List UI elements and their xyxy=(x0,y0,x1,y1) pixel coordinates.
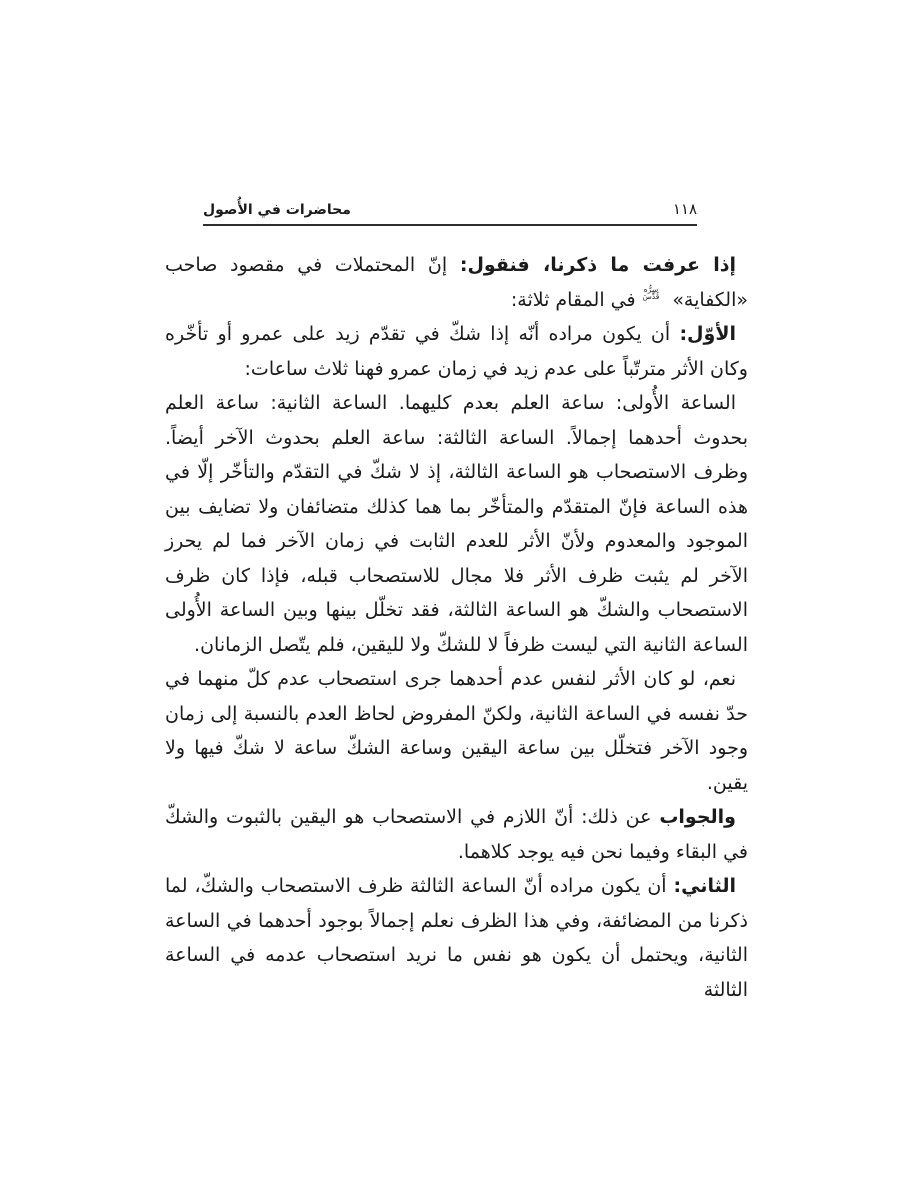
paragraph-lead: الأوّل: xyxy=(679,323,736,345)
book-title: محاضرات في الأُصول xyxy=(203,202,351,218)
paragraph-lead: الثاني: xyxy=(673,875,736,897)
running-head xyxy=(203,196,697,226)
body-text xyxy=(165,248,748,1007)
paragraph-text: الساعة الأُولى: ساعة العلم بعدم كليهما. الساعة الثانية: ساعة العلم بحدوث أحدهما إجمالاً. الساعة الثالثة: ساعة العلم بحدوث الآخر أيضاً. وظرف الاستصحاب هو الساعة الثالثة، إذ لا شكّ في التقدّم والتأخّر إلّا في هذه الساعة فإنّ المتقدّم والمتأخّر بما هما كذلك متضائفان ولا تضايف بين الموجود والمعدوم ولأنّ الأثر للعدم الثابت في زمان الآخر فما لم يحرز الآخر لم يثبت ظرف الأثر فلا مجال للاستصحاب قبله، فإذا كان ظرف الاستصحاب والشكّ هو الساعة الثالثة، فقد تخلّل بينها وبين الساعة الأُولى الساعة الثانية التي ليست ظرفاً لا للشكّ ولا لليقين، فلم يتّصل الزمانان. xyxy=(165,392,748,656)
honorific-quddisa-sirruh-mark: سِرُّه قُدِّسَ xyxy=(642,285,660,301)
paragraph xyxy=(165,248,748,317)
paragraph-text: أن يكون مراده أنّ الساعة الثالثة ظرف الاستصحاب والشكّ، لما ذكرنا من المضائفة، وفي هذا الظرف نعلم إجمالاً بوجود أحدهما في الساعة الثانية، ويحتمل أن يكون هو نفس ما نريد استصحاب عدمه في الساعة الثالثة xyxy=(165,875,748,1001)
paragraph-text: أن يكون مراده أنّه إذا شكّ في تقدّم زيد على عمرو أو تأخّره وكان الأثر مترتّباً على عدم زيد في زمان عمرو فهنا ثلاث ساعات: xyxy=(165,323,748,380)
page-number: ١١٨ xyxy=(672,200,697,218)
paragraph-text: نعم، لو كان الأثر لنفس عدم أحدهما جرى استصحاب عدم كلّ منهما في حدّ نفسه في الساعة الثانية، ولكنّ المفروض لحاظ العدم بالنسبة إلى زمان وجود الآخر فتخلّل بين ساعة اليقين وساعة الشكّ ساعة لا شكّ فيها ولا يقين. xyxy=(165,668,748,794)
paragraph xyxy=(165,800,748,869)
paragraph xyxy=(165,317,748,386)
paragraph-lead: والجواب xyxy=(659,806,736,828)
paragraph-text: عن ذلك: أنّ اللازم في الاستصحاب هو اليقين بالثبوت والشكّ في البقاء وفيما نحن فيه يوجد كلاهما. xyxy=(165,806,748,863)
paragraph xyxy=(165,662,748,800)
paragraph xyxy=(165,386,748,662)
header-rule xyxy=(203,224,697,226)
paragraph-text: إنّ المحتملات في مقصود صاحب «الكفاية» xyxy=(165,254,748,311)
paragraph-lead: إذا عرفت ما ذكرنا، فنقول: xyxy=(459,254,736,276)
paragraph xyxy=(165,869,748,1007)
paragraph-text: في المقام ثلاثة: xyxy=(510,288,642,311)
